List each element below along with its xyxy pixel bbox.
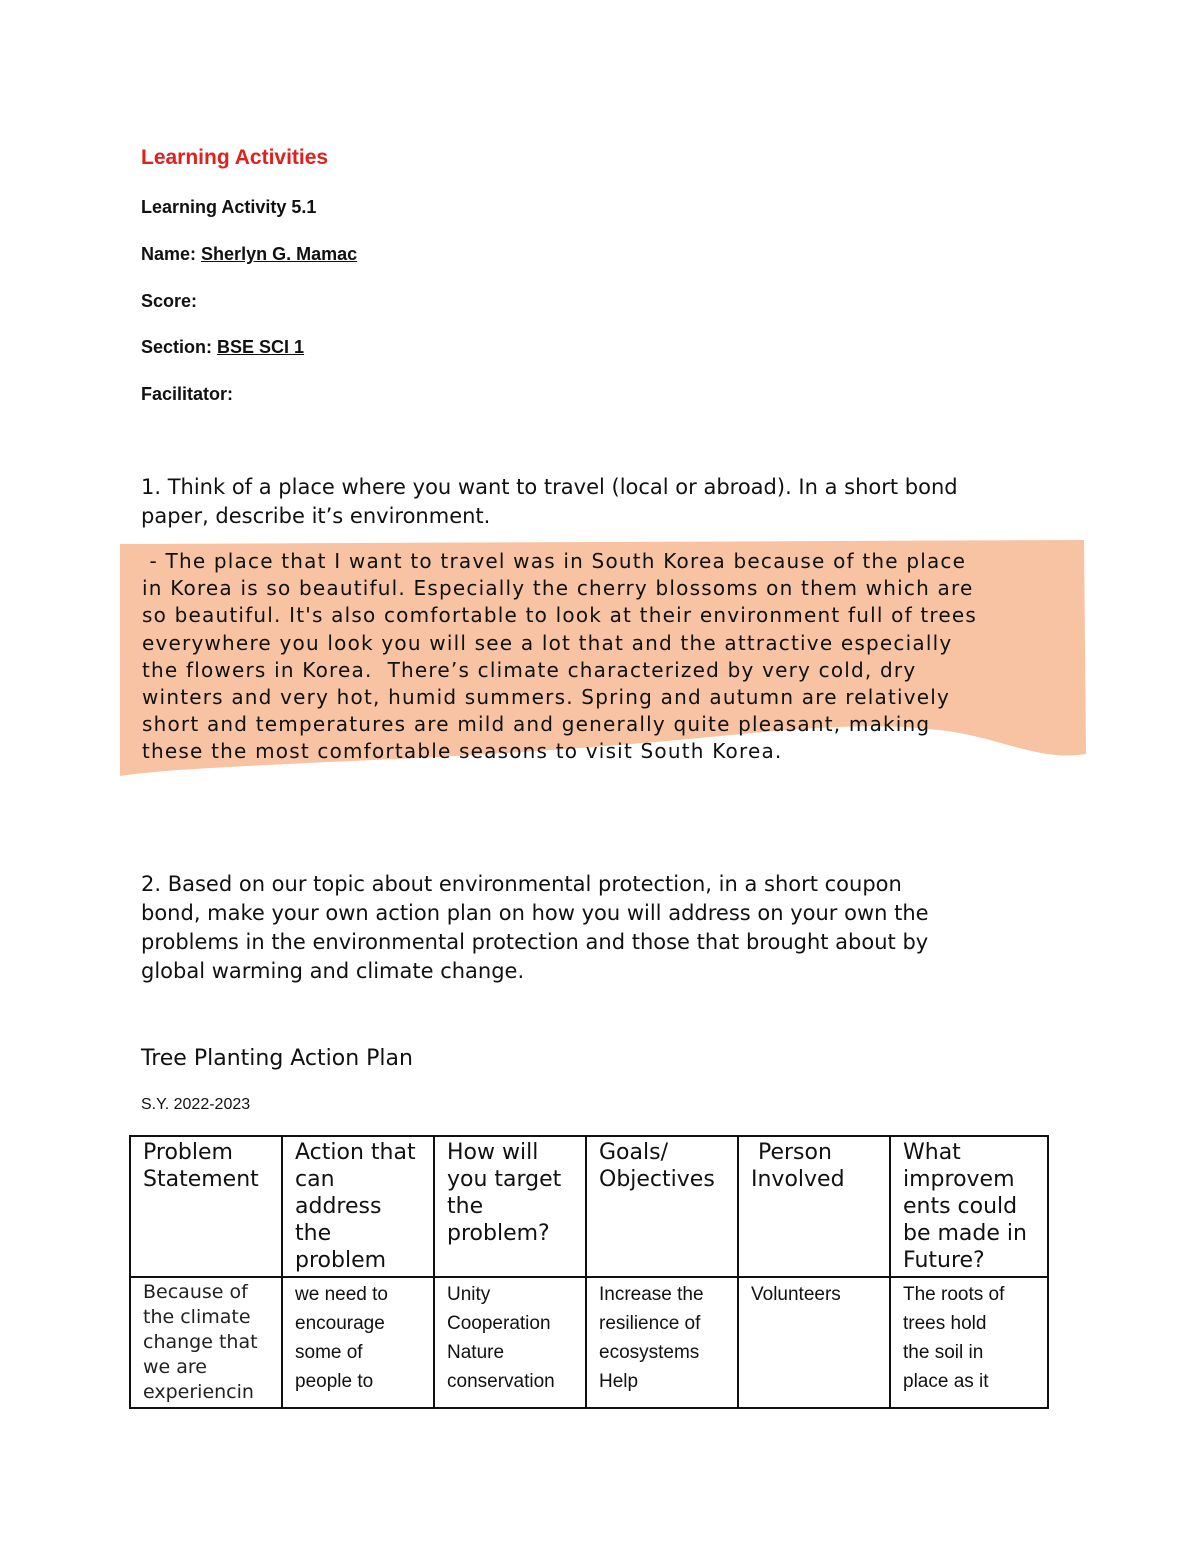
table-cell <box>130 1277 282 1408</box>
facilitator-label: Facilitator: <box>141 384 234 404</box>
table-header-row <box>130 1136 1048 1277</box>
cell-line: Unity <box>447 1284 491 1305</box>
header-cell <box>434 1136 586 1277</box>
header-line: ents could <box>903 1194 1018 1219</box>
answer-line: the flowers in Korea. There’s climate characterized by very cold, dry <box>142 657 917 682</box>
answer-line: everywhere you look you will see a lot that and the attractive especially <box>142 630 953 655</box>
page-title: Learning Activities <box>141 146 329 169</box>
cell-line: experiencin <box>143 1381 254 1403</box>
cell-line: trees hold <box>903 1313 987 1334</box>
table-cell <box>434 1277 586 1408</box>
header-line: Involved <box>751 1167 845 1192</box>
cell-line: Help <box>599 1371 639 1392</box>
header-line: address <box>295 1194 382 1219</box>
answer-line: these the most comfortable seasons to visit South Korea. <box>142 739 783 764</box>
header-line: problem? <box>447 1221 550 1246</box>
question-2-line: global warming and climate change. <box>141 959 525 983</box>
header-line: improvem <box>903 1167 1015 1192</box>
cell-line: conservation <box>447 1371 555 1392</box>
question-2-line: bond, make your own action plan on how you will address on your own the <box>141 901 929 925</box>
header-line: can <box>295 1167 335 1192</box>
cell-line: we need to <box>295 1284 388 1305</box>
header-cell <box>890 1136 1048 1277</box>
question-1 <box>141 473 1081 531</box>
header-line: problem <box>295 1248 387 1273</box>
question-2-line: 2. Based on our topic about environmental protection, in a short coupon <box>141 872 902 896</box>
question-1-line: paper, describe it’s environment. <box>141 504 491 528</box>
table-cell <box>282 1277 434 1408</box>
header-line: Future? <box>903 1248 985 1273</box>
answer-line: in Korea is so beautiful. Especially the cherry blossoms on them which are <box>142 576 974 601</box>
header-line: What <box>903 1140 961 1165</box>
header-line: be made in <box>903 1221 1027 1246</box>
section-value: BSE SCI 1 <box>217 337 305 357</box>
table-cell <box>738 1277 890 1408</box>
score-label: Score: <box>141 291 198 311</box>
cell-line: The roots of <box>903 1284 1005 1305</box>
answer-1-block <box>118 540 1086 780</box>
header-cell <box>586 1136 738 1277</box>
header-cell <box>738 1136 890 1277</box>
header-line: How will <box>447 1140 539 1165</box>
answer-line: so beautiful. It's also comfortable to look at their environment full of trees <box>142 603 978 628</box>
cell-line: Increase the <box>599 1284 704 1305</box>
cell-line: we are <box>143 1356 207 1378</box>
action-plan-table <box>129 1135 1049 1409</box>
header-line: the <box>295 1221 332 1246</box>
question-2-line: problems in the environmental protection and those that brought about by <box>141 930 929 954</box>
section-label: Section: <box>141 337 213 357</box>
question-2 <box>141 870 1081 986</box>
cell-line: ecosystems <box>599 1342 700 1363</box>
cell-line: some of <box>295 1342 363 1363</box>
answer-line: winters and very hot, humid summers. Spring and autumn are relatively <box>142 685 951 710</box>
cell-line: Because of <box>143 1281 248 1303</box>
plan-title: Tree Planting Action Plan <box>141 1046 413 1071</box>
cell-line: encourage <box>295 1313 385 1334</box>
name-value: Sherlyn G. Mamac <box>201 244 358 264</box>
school-year: S.Y. 2022-2023 <box>141 1096 251 1113</box>
activity-label: Learning Activity 5.1 <box>141 197 317 217</box>
cell-line: people to <box>295 1371 374 1392</box>
cell-line: the climate <box>143 1306 251 1328</box>
header-cell <box>282 1136 434 1277</box>
cell-line: the soil in <box>903 1342 984 1363</box>
name-label: Name: <box>141 244 197 264</box>
cell-line: Volunteers <box>751 1284 841 1305</box>
table-row <box>130 1277 1048 1408</box>
header-line: Problem <box>143 1140 233 1165</box>
header-line: Action that <box>295 1140 416 1165</box>
answer-line: - The place that I want to travel was in South Korea because of the place <box>142 549 967 573</box>
cell-line: Cooperation <box>447 1313 551 1334</box>
header-line: Statement <box>143 1167 259 1192</box>
answer-1-text <box>142 548 1062 766</box>
table-cell <box>586 1277 738 1408</box>
header-line: you target <box>447 1167 562 1192</box>
header-cell <box>130 1136 282 1277</box>
cell-line: place as it <box>903 1371 989 1392</box>
section-row <box>141 337 304 358</box>
name-row <box>141 244 357 265</box>
cell-line: resilience of <box>599 1313 701 1334</box>
header-line: the <box>447 1194 484 1219</box>
cell-line: Nature <box>447 1342 505 1363</box>
header-line: Objectives <box>599 1167 715 1192</box>
question-1-line: 1. Think of a place where you want to travel (local or abroad). In a short bond <box>141 475 958 499</box>
header-line: Goals/ <box>599 1140 668 1165</box>
cell-line: change that <box>143 1331 258 1353</box>
header-line: Person <box>751 1140 832 1165</box>
answer-line: short and temperatures are mild and generally quite pleasant, making <box>142 712 931 737</box>
table-cell <box>890 1277 1048 1408</box>
